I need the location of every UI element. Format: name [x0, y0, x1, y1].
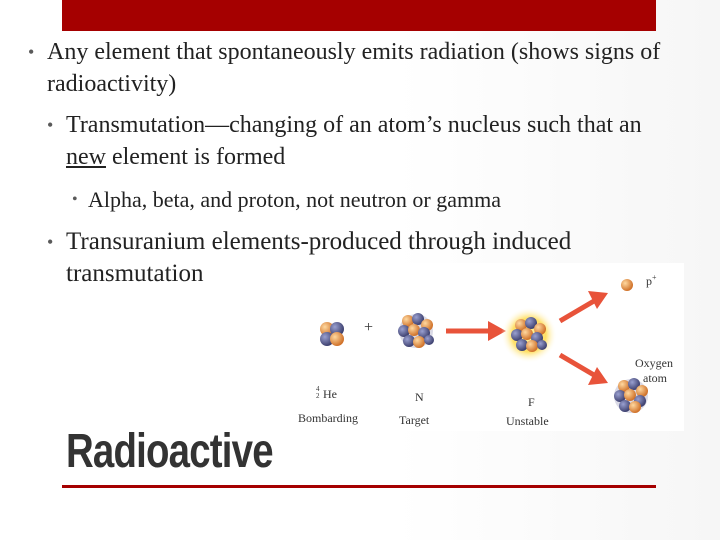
he-symbol: He [323, 387, 337, 401]
bullet-text-part: Transmutation—changing of an atom’s nucleus such that an [66, 112, 642, 138]
he-atomic-number: 2 [316, 392, 320, 400]
proton-symbol: p+ [646, 273, 657, 288]
bullet-text: Any element that spontaneously emits radiation (shows signs of radioactivity) [47, 39, 661, 97]
transmutation-diagram [298, 263, 684, 431]
n-symbol: N [415, 390, 424, 404]
bullet-marker: • [72, 191, 78, 208]
arrow-to-proton-icon [560, 291, 608, 321]
fluorine-nucleus-icon [501, 307, 557, 363]
top-accent-bar [62, 0, 656, 31]
arrow-to-fluorine-icon [446, 321, 506, 341]
bullet-text: Transuranium elements-produced through induced transmutation [66, 228, 572, 287]
bullet-particles [72, 186, 672, 214]
diagram-graphic [298, 263, 684, 431]
bullet-marker: • [28, 42, 35, 62]
arrow-to-oxygen-icon [560, 355, 608, 385]
bombarding-label: Bombarding [298, 411, 358, 425]
f-symbol: F [528, 395, 535, 409]
oxygen-label: Oxygen [635, 356, 673, 370]
nitrogen-nucleus-icon [398, 313, 434, 348]
proton-icon [621, 279, 633, 291]
bullet-radioactive-definition [28, 36, 678, 100]
underlined-word: new [66, 144, 106, 170]
he-mass-number: 4 [316, 385, 320, 393]
helium-nucleus-icon [320, 322, 344, 346]
unstable-label: Unstable [506, 414, 549, 428]
bullet-transmutation [47, 109, 677, 173]
title-underline [62, 485, 656, 488]
atom-label: atom [643, 371, 667, 385]
bullet-text: Alpha, beta, and proton, not neutron or gamma [88, 187, 502, 212]
slide-title: Radioactive [66, 425, 273, 478]
bullet-marker: • [47, 115, 54, 135]
plus-sign: + [364, 319, 374, 336]
bullet-text-part: element is formed [105, 144, 286, 170]
target-label: Target [399, 413, 430, 427]
bullet-marker: • [47, 232, 54, 252]
